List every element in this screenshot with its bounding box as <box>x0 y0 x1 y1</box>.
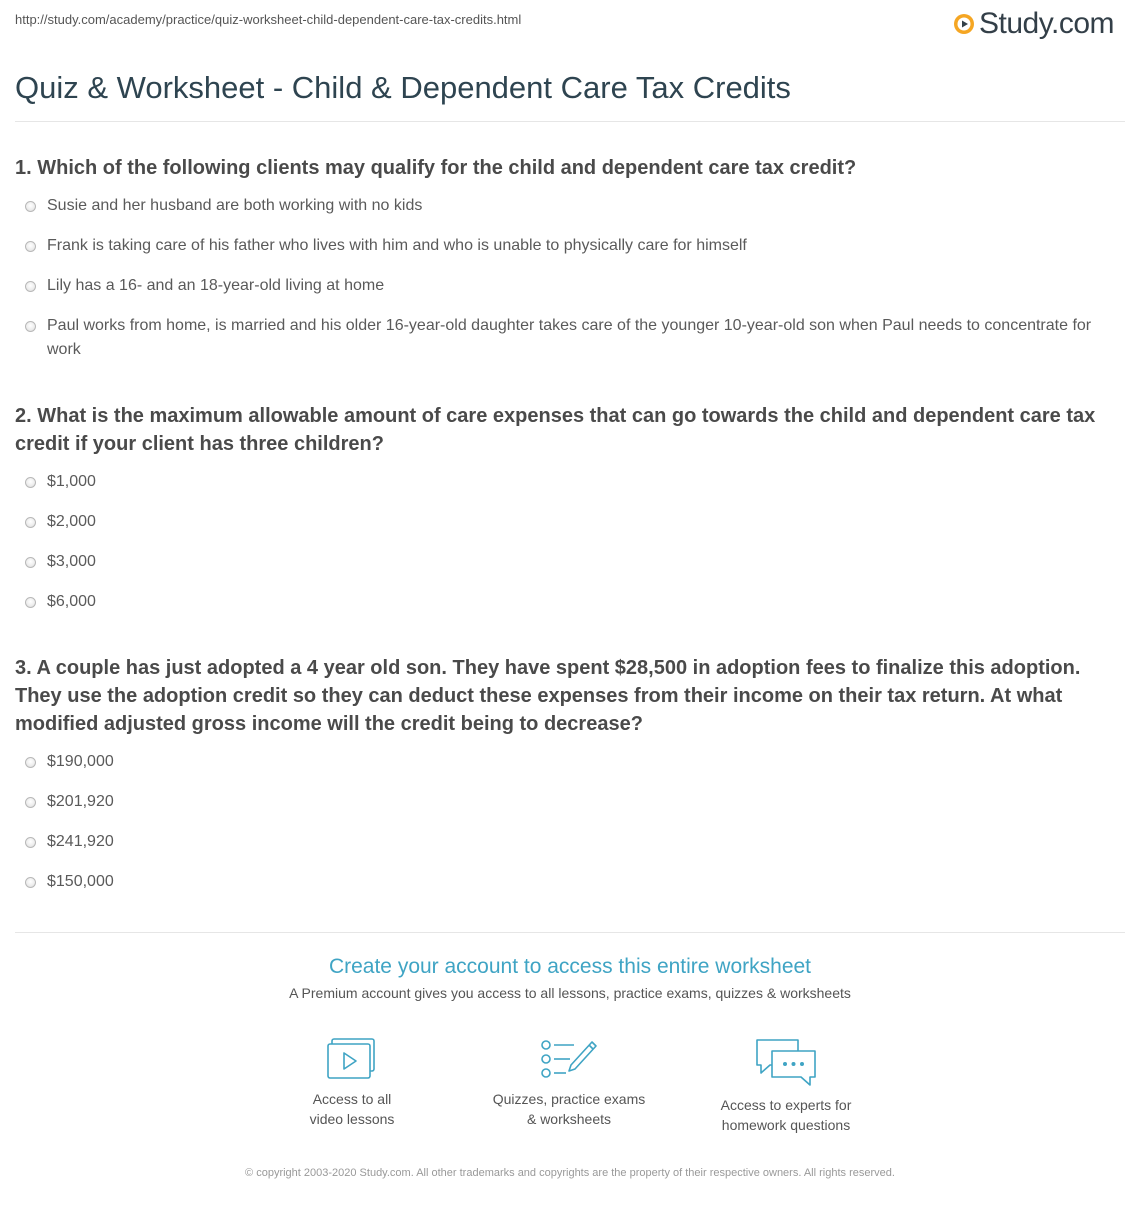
page-url: http://study.com/academy/practice/quiz-worksheet-child-dependent-care-tax-credits.html <box>15 12 522 27</box>
feature-label <box>252 1089 452 1129</box>
feature-quizzes <box>469 1037 669 1129</box>
radio-icon[interactable] <box>25 281 36 292</box>
answer-label: $190,000 <box>47 753 114 770</box>
logo-text: Study.com <box>979 7 1114 40</box>
answer-label: Frank is taking care of his father who lives with him and who is unable to physically care for himself <box>47 237 747 254</box>
answer-option[interactable] <box>15 790 1125 814</box>
copyright-notice: © copyright 2003-2020 Study.com. All other trademarks and copyrights are the property of their respective owners. All rights reserved. <box>245 1167 895 1179</box>
answer-option[interactable] <box>15 590 1125 614</box>
feature-label <box>469 1089 669 1129</box>
answer-option[interactable] <box>15 750 1125 774</box>
question-text: 3. A couple has just adopted a 4 year old son. They have spent $28,500 in adoption fees to finalize this adoption. They use the adoption credit so they can deduct these expenses from their income on their tax return. At what modified adjusted gross income will the credit being to decrease? <box>15 657 1081 735</box>
feature-experts <box>686 1037 886 1135</box>
radio-icon[interactable] <box>25 877 36 888</box>
feature-label-line: Access to experts for <box>720 1097 852 1113</box>
question-2 <box>15 402 1125 630</box>
answer-option[interactable] <box>15 550 1125 574</box>
chat-bubbles-icon <box>754 1037 818 1087</box>
answer-option[interactable] <box>15 314 1125 362</box>
radio-icon[interactable] <box>25 837 36 848</box>
radio-icon[interactable] <box>25 477 36 488</box>
radio-icon[interactable] <box>25 321 36 332</box>
radio-icon[interactable] <box>25 201 36 212</box>
answer-label: $6,000 <box>47 593 96 610</box>
answer-list <box>15 750 1125 894</box>
radio-icon[interactable] <box>25 597 36 608</box>
question-1 <box>15 154 1125 378</box>
radio-icon[interactable] <box>25 517 36 528</box>
feature-video-lessons <box>252 1037 452 1129</box>
cta-divider <box>15 932 1125 933</box>
title-divider <box>15 121 1125 122</box>
logo-play-icon <box>953 13 975 35</box>
page-title: Quiz & Worksheet - Child & Dependent Care Tax Credits <box>15 70 791 105</box>
create-account-link[interactable]: Create your account to access this entire worksheet <box>328 955 812 978</box>
video-play-icon <box>326 1037 378 1081</box>
radio-icon[interactable] <box>25 797 36 808</box>
answer-list <box>15 470 1125 614</box>
top-bar <box>0 0 1140 50</box>
answer-option[interactable] <box>15 234 1125 258</box>
answer-option[interactable] <box>15 870 1125 894</box>
feature-label-line: & worksheets <box>526 1111 612 1127</box>
question-text: 1. Which of the following clients may qualify for the child and dependent care tax credit? <box>15 157 857 179</box>
answer-label: $241,920 <box>47 833 114 850</box>
radio-icon[interactable] <box>25 241 36 252</box>
answer-option[interactable] <box>15 274 1125 298</box>
answer-option[interactable] <box>15 470 1125 494</box>
study-logo[interactable] <box>953 8 1114 40</box>
answer-list <box>15 194 1125 362</box>
answer-label: $1,000 <box>47 473 96 490</box>
radio-icon[interactable] <box>25 757 36 768</box>
feature-label-line: Quizzes, practice exams <box>492 1091 646 1107</box>
question-3 <box>15 654 1125 910</box>
feature-label <box>686 1095 886 1135</box>
answer-label: Paul works from home, is married and his older 16-year-old daughter takes care of the younger 10-year-old son when Paul needs to concentrate for work <box>47 317 1092 358</box>
question-text: 2. What is the maximum allowable amount of care expenses that can go towards the child and dependent care tax credit if your client has three children? <box>15 405 1096 455</box>
answer-option[interactable] <box>15 194 1125 218</box>
answer-option[interactable] <box>15 510 1125 534</box>
answer-label: $201,920 <box>47 793 114 810</box>
quiz-checklist-icon <box>540 1037 598 1081</box>
answer-option[interactable] <box>15 830 1125 854</box>
feature-label-line: Access to all <box>312 1091 392 1107</box>
cta-subtitle: A Premium account gives you access to all lessons, practice exams, quizzes & worksheets <box>289 985 851 1001</box>
answer-label: Lily has a 16- and an 18-year-old living at home <box>47 277 385 294</box>
feature-label-line: video lessons <box>309 1111 395 1127</box>
answer-label: $2,000 <box>47 513 96 530</box>
feature-label-line: homework questions <box>721 1117 851 1133</box>
answer-label: Susie and her husband are both working with no kids <box>47 197 423 214</box>
radio-icon[interactable] <box>25 557 36 568</box>
answer-label: $3,000 <box>47 553 96 570</box>
answer-label: $150,000 <box>47 873 114 890</box>
